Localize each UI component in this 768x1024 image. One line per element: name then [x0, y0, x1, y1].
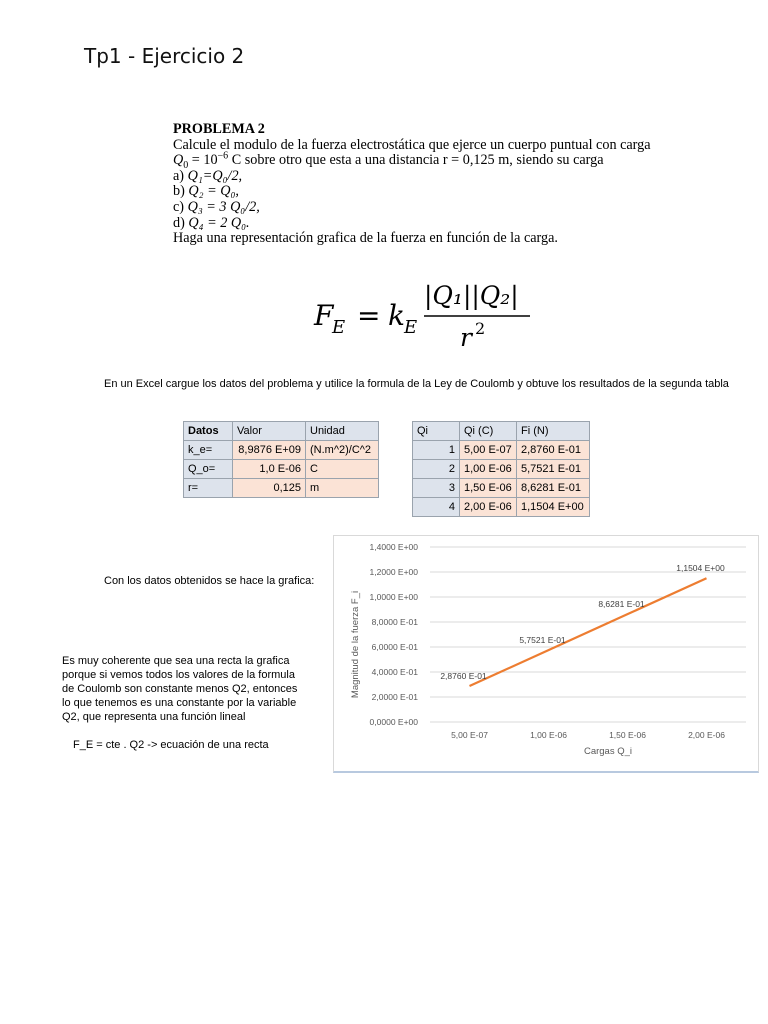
problem-item-d — [173, 216, 673, 232]
item-a-label: a) — [173, 167, 185, 184]
table-row — [184, 441, 379, 460]
data-label: 8,6281 E-01 — [598, 599, 645, 610]
table-header-cell: Datos — [184, 422, 233, 441]
y-tick-label: 0,0000 E+00 — [369, 717, 418, 727]
paragraph-line: lo que tenemos es una constante por la variable — [62, 697, 297, 709]
table-cell: 4 — [413, 498, 460, 517]
coulomb-formula — [300, 270, 540, 352]
formula-numerator: |Q₁||Q₂| — [424, 281, 519, 310]
formula-lhs-sub: E — [332, 317, 346, 338]
y-tick-label: 6,0000 E-01 — [371, 642, 418, 652]
x-tick-label: 2,00 E-06 — [688, 730, 725, 740]
table-cell: Q_o= — [184, 460, 233, 479]
table-header-cell: Qi — [413, 422, 460, 441]
table-cell: 5,7521 E-01 — [517, 460, 590, 479]
x-tick-label: 1,00 E-06 — [530, 730, 567, 740]
force-chart — [333, 535, 759, 773]
problem-statement — [173, 122, 673, 247]
paragraph-line: Q2, que representa una función lineal — [62, 711, 246, 723]
page-title: Tp1 - Ejercicio 2 — [84, 44, 245, 68]
table-row — [413, 479, 590, 498]
y-tick-label: 2,0000 E-01 — [371, 692, 418, 702]
table-cell: 8,9876 E+09 — [233, 441, 306, 460]
table-row — [184, 479, 379, 498]
y-tick-label: 1,4000 E+00 — [369, 542, 418, 552]
table-cell: r= — [184, 479, 233, 498]
x-tick-label: 5,00 E-07 — [451, 730, 488, 740]
table-cell: 1,00 E-06 — [460, 460, 517, 479]
item-c-label: c) — [173, 198, 185, 215]
table-cell: 1 — [413, 441, 460, 460]
item-d-label: d) — [173, 214, 185, 231]
table-cell: 5,00 E-07 — [460, 441, 517, 460]
paragraph-line: Es muy coherente que sea una recta la grafica — [62, 655, 290, 667]
chart-canvas — [334, 536, 758, 771]
formula-denominator: r — [460, 323, 472, 352]
table-row — [413, 498, 590, 517]
table-header-cell: Unidad — [306, 422, 379, 441]
table-cell: (N.m^2)/C^2 — [306, 441, 379, 460]
table-cell: 3 — [413, 479, 460, 498]
formula-k-sub: E — [404, 317, 418, 338]
paragraph-line: de Coulomb son constante menos Q2, entonces — [62, 683, 298, 695]
table-cell: 2,8760 E-01 — [517, 441, 590, 460]
item-a-text: Q₁=Q₀/2, — [187, 167, 243, 184]
data-label: 2,8760 E-01 — [440, 671, 487, 682]
explanation-paragraph — [62, 654, 324, 724]
data-label: 1,1504 E+00 — [676, 563, 725, 574]
y-tick-label: 4,0000 E-01 — [371, 667, 418, 677]
x-axis-label: Cargas Q_i — [583, 746, 633, 757]
data-label: 5,7521 E-01 — [519, 635, 566, 646]
data-table — [183, 421, 379, 498]
problem-heading: PROBLEMA 2 — [173, 121, 265, 137]
y-tick-label: 1,0000 E+00 — [369, 592, 418, 602]
x-tick-label: 1,50 E-06 — [609, 730, 646, 740]
table-row — [413, 441, 590, 460]
problem-line-2 — [173, 150, 673, 172]
formula-lhs: F — [314, 299, 334, 332]
table-cell: C — [306, 460, 379, 479]
table-cell: k_e= — [184, 441, 233, 460]
paragraph-line: porque si vemos todos los valores de la formula — [62, 669, 295, 681]
table-cell: 8,6281 E-01 — [517, 479, 590, 498]
item-b-label: b) — [173, 183, 185, 200]
table-header-row — [184, 422, 379, 441]
results-table — [412, 421, 590, 517]
item-b-text: Q₂ = Q₀, — [188, 183, 239, 200]
table-cell: 2,00 E-06 — [460, 498, 517, 517]
problem-item-a — [173, 169, 673, 185]
series-line — [470, 578, 707, 686]
equation-note: F_E = cte . Q2 -> ecuación de una recta — [73, 739, 269, 751]
problem-last-line: Haga una representación grafica de la fuerza en función de la carga. — [173, 230, 558, 247]
formula-equals: = — [357, 299, 381, 332]
charge-symbol: Q — [173, 152, 184, 169]
charge-rest: C sobre otro que esta a una distancia r = 0,125 m, siendo su carga — [228, 152, 604, 169]
problem-line-1: Calcule el modulo de la fuerza electrostática que ejerce un cuerpo puntual con carga — [173, 136, 651, 153]
item-d-text: Q₄ = 2 Q₀. — [188, 214, 250, 231]
table-cell: 0,125 — [233, 479, 306, 498]
y-tick-label: 1,2000 E+00 — [369, 567, 418, 577]
table-cell: 1,50 E-06 — [460, 479, 517, 498]
y-axis-label: Magnitud de la fuerza F_i — [350, 590, 361, 699]
table-header-cell: Valor — [233, 422, 306, 441]
formula-k: k — [388, 299, 405, 332]
table-cell: 1,0 E-06 — [233, 460, 306, 479]
table-row — [413, 460, 590, 479]
table-header-row — [413, 422, 590, 441]
y-tick-label: 8,0000 E-01 — [371, 617, 418, 627]
table-cell: m — [306, 479, 379, 498]
formula-exponent: 2 — [475, 319, 486, 338]
item-c-text: Q₃ = 3 Q₀/2, — [187, 198, 260, 215]
intro-text: En un Excel cargue los datos del problema y utilice la formula de la Ley de Coulomb y obtuve los resultados de la segunda tabla — [104, 378, 729, 390]
chart-caption: Con los datos obtenidos se hace la grafica: — [104, 575, 315, 587]
problem-item-b — [173, 184, 673, 200]
charge-subscript: 0 — [183, 160, 189, 172]
table-row — [184, 460, 379, 479]
charge-exponent: −6 — [217, 150, 229, 162]
problem-item-c — [173, 200, 673, 216]
table-header-cell: Fi (N) — [517, 422, 590, 441]
table-header-cell: Qi (C) — [460, 422, 517, 441]
charge-mid: = 10 — [188, 152, 218, 169]
table-cell: 1,1504 E+00 — [517, 498, 590, 517]
table-cell: 2 — [413, 460, 460, 479]
